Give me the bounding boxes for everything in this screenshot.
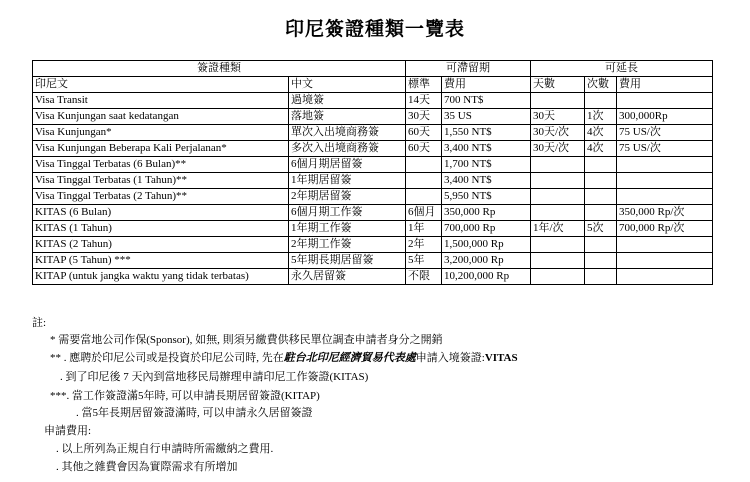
table-row xyxy=(33,205,713,221)
cell-standard: 14天 xyxy=(406,93,442,109)
cell-fee: 3,200,000 Rp xyxy=(442,253,531,269)
table-row xyxy=(33,269,713,285)
cell-times xyxy=(585,253,617,269)
cell-extension-fee xyxy=(617,93,713,109)
cell-chinese: 多次入出境商務簽 xyxy=(289,141,406,157)
cell-times xyxy=(585,205,617,221)
cell-standard xyxy=(406,189,442,205)
note-2b: . 到了印尼後 7 天內到當地移民局辦理申請印尼工作簽證(KITAS) xyxy=(60,371,369,383)
group-header-extension: 可延長 xyxy=(531,61,713,77)
cell-days: 30天 xyxy=(531,109,585,125)
cell-extension-fee xyxy=(617,173,713,189)
column-header-times: 次數 xyxy=(585,77,617,93)
note-1: * 需要當地公司作保(Sponsor), 如無, 則須另繳費供移民單位調查申請者身分之開銷 xyxy=(50,334,443,346)
cell-extension-fee: 300,000Rp xyxy=(617,109,713,125)
cell-times xyxy=(585,93,617,109)
cell-extension-fee: 350,000 Rp/次 xyxy=(617,205,713,221)
cell-days xyxy=(531,189,585,205)
cell-days: 1年/次 xyxy=(531,221,585,237)
cell-chinese: 6個月期工作簽 xyxy=(289,205,406,221)
table-row xyxy=(33,93,713,109)
cell-extension-fee xyxy=(617,189,713,205)
cell-extension-fee: 75 US/次 xyxy=(617,125,713,141)
cell-extension-fee xyxy=(617,237,713,253)
cell-indonesian: Visa Kunjungan saat kedatangan xyxy=(33,109,289,125)
cell-indonesian: KITAS (6 Bulan) xyxy=(33,205,289,221)
cell-standard: 60天 xyxy=(406,125,442,141)
cell-days: 30天/次 xyxy=(531,125,585,141)
note-2-vitas: VITAS xyxy=(484,352,518,364)
table-row xyxy=(33,237,713,253)
table-group-header-row xyxy=(33,61,713,77)
cell-fee: 1,550 NT$ xyxy=(442,125,531,141)
cell-days xyxy=(531,269,585,285)
cell-chinese: 落地簽 xyxy=(289,109,406,125)
cell-times xyxy=(585,189,617,205)
column-header-days: 天數 xyxy=(531,77,585,93)
cell-fee: 3,400 NT$ xyxy=(442,173,531,189)
cell-indonesian: KITAS (2 Tahun) xyxy=(33,237,289,253)
cell-extension-fee: 700,000 Rp/次 xyxy=(617,221,713,237)
cell-days xyxy=(531,253,585,269)
cell-chinese: 6個月期居留簽 xyxy=(289,157,406,173)
cell-fee: 350,000 Rp xyxy=(442,205,531,221)
cell-indonesian: Visa Kunjungan Beberapa Kali Perjalanan* xyxy=(33,141,289,157)
column-header-fee: 費用 xyxy=(442,77,531,93)
cell-times xyxy=(585,269,617,285)
visa-table xyxy=(32,60,713,285)
fee-note-2: . 其他之雜費會因為實際需求有所增加 xyxy=(56,461,238,473)
cell-fee: 3,400 NT$ xyxy=(442,141,531,157)
table-row xyxy=(33,189,713,205)
cell-fee: 1,500,000 Rp xyxy=(442,237,531,253)
cell-standard: 5年 xyxy=(406,253,442,269)
cell-indonesian: Visa Tinggal Terbatas (6 Bulan)** xyxy=(33,157,289,173)
cell-times xyxy=(585,173,617,189)
cell-chinese: 2年期居留簽 xyxy=(289,189,406,205)
cell-standard xyxy=(406,157,442,173)
cell-chinese: 1年期居留簽 xyxy=(289,173,406,189)
table-row xyxy=(33,141,713,157)
cell-indonesian: KITAS (1 Tahun) xyxy=(33,221,289,237)
cell-fee: 700 NT$ xyxy=(442,93,531,109)
table-body xyxy=(33,93,713,285)
cell-chinese: 2年期工作簽 xyxy=(289,237,406,253)
cell-fee: 700,000 Rp xyxy=(442,221,531,237)
table-row xyxy=(33,253,713,269)
note-2 xyxy=(50,351,518,365)
fees-label: 申請費用: xyxy=(44,425,92,437)
column-header-indonesian: 印尼文 xyxy=(33,77,289,93)
cell-standard: 60天 xyxy=(406,141,442,157)
cell-days xyxy=(531,157,585,173)
cell-extension-fee xyxy=(617,157,713,173)
cell-indonesian: Visa Tinggal Terbatas (1 Tahun)** xyxy=(33,173,289,189)
fee-note-1: . 以上所列為正規自行申請時所需繳納之費用. xyxy=(56,443,274,455)
cell-times: 4次 xyxy=(585,141,617,157)
note-2-suffix: 申請入境簽證: xyxy=(415,352,485,364)
cell-days xyxy=(531,93,585,109)
cell-days xyxy=(531,237,585,253)
cell-chinese: 單次入出境商務簽 xyxy=(289,125,406,141)
table-column-header-row xyxy=(33,77,713,93)
cell-indonesian: Visa Transit xyxy=(33,93,289,109)
column-header-extension-fee: 費用 xyxy=(617,77,713,93)
cell-indonesian: Visa Tinggal Terbatas (2 Tahun)** xyxy=(33,189,289,205)
table-row xyxy=(33,173,713,189)
note-3b: . 當5年長期居留簽證滿時, 可以申請永久居留簽證 xyxy=(76,407,313,419)
notes-label: 註: xyxy=(32,317,47,329)
cell-fee: 35 US xyxy=(442,109,531,125)
page-title: 印尼簽證種類一覽表 xyxy=(284,18,465,40)
cell-indonesian: KITAP (untuk jangka waktu yang tidak terbatas) xyxy=(33,269,289,285)
note-2-office: 駐台北印尼經濟貿易代表處 xyxy=(283,352,416,364)
cell-extension-fee xyxy=(617,269,713,285)
note-2-prefix: ** . 應聘於印尼公司或是投資於印尼公司時, 先在 xyxy=(50,352,284,364)
cell-standard: 2年 xyxy=(406,237,442,253)
note-3: ***. 當工作簽證滿5年時, 可以申請長期居留簽證(KITAP) xyxy=(50,390,320,402)
cell-extension-fee xyxy=(617,253,713,269)
table-row xyxy=(33,221,713,237)
column-header-standard: 標準 xyxy=(406,77,442,93)
cell-fee: 5,950 NT$ xyxy=(442,189,531,205)
cell-fee: 1,700 NT$ xyxy=(442,157,531,173)
table-row xyxy=(33,157,713,173)
cell-extension-fee: 75 US/次 xyxy=(617,141,713,157)
group-header-visa-type: 簽證種類 xyxy=(33,61,406,77)
column-header-chinese: 中文 xyxy=(289,77,406,93)
table-row xyxy=(33,109,713,125)
cell-standard xyxy=(406,173,442,189)
cell-indonesian: Visa Kunjungan* xyxy=(33,125,289,141)
cell-times: 5次 xyxy=(585,221,617,237)
group-header-stay-period: 可滯留期 xyxy=(406,61,531,77)
cell-times xyxy=(585,237,617,253)
cell-days: 30天/次 xyxy=(531,141,585,157)
cell-chinese: 1年期工作簽 xyxy=(289,221,406,237)
cell-standard: 不限 xyxy=(406,269,442,285)
cell-standard: 1年 xyxy=(406,221,442,237)
cell-chinese: 5年期長期居留簽 xyxy=(289,253,406,269)
cell-indonesian: KITAP (5 Tahun) *** xyxy=(33,253,289,269)
table-row xyxy=(33,125,713,141)
cell-chinese: 永久居留簽 xyxy=(289,269,406,285)
cell-fee: 10,200,000 Rp xyxy=(442,269,531,285)
cell-standard: 6個月 xyxy=(406,205,442,221)
cell-days xyxy=(531,205,585,221)
cell-days xyxy=(531,173,585,189)
cell-times: 1次 xyxy=(585,109,617,125)
cell-standard: 30天 xyxy=(406,109,442,125)
cell-times xyxy=(585,157,617,173)
cell-times: 4次 xyxy=(585,125,617,141)
cell-chinese: 過境簽 xyxy=(289,93,406,109)
